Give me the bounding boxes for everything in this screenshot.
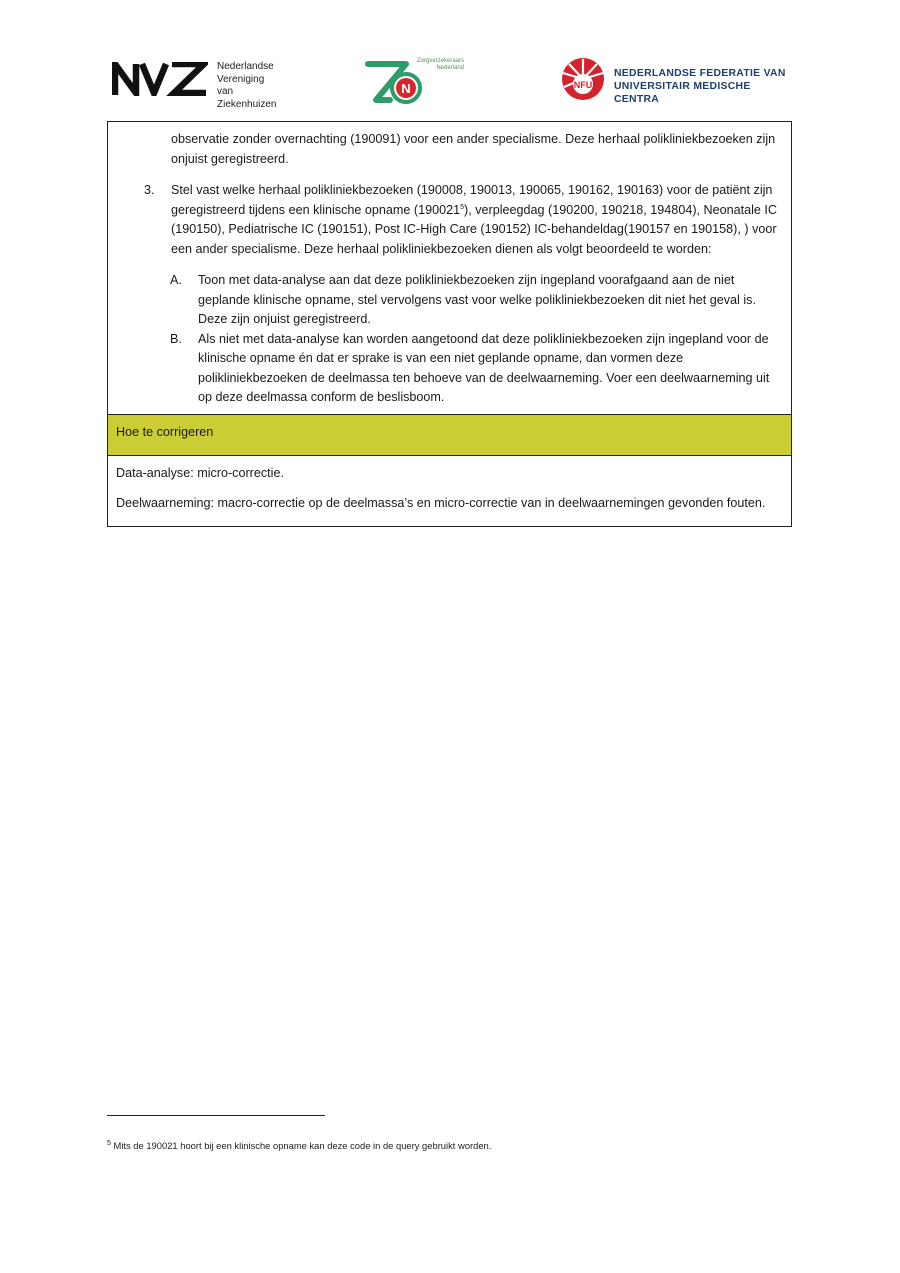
- footnote-mark: 5: [107, 1139, 111, 1147]
- correction-text: Deelwaarneming: macro-correctie op de deelmassa’s en micro-correctie van in deelwaarnemingen gevonden fouten.: [116, 496, 766, 510]
- correction-text: Data-analyse: micro-correctie.: [116, 465, 284, 480]
- steps-section: [108, 122, 791, 414]
- nvz-name-line: Vereniging van: [217, 73, 265, 97]
- zn-name-line: Zorgverzekeraars: [417, 58, 465, 64]
- substep-b: [108, 330, 781, 408]
- zn-logo: [362, 56, 482, 106]
- nfu-name-line: UNIVERSITAIR MEDISCHE CENTRA: [614, 81, 751, 105]
- zn-name-line: Nederland: [436, 65, 465, 71]
- nvz-logo: [112, 58, 282, 110]
- continuation-text: observatie zonder overnachting (190091) voor een ander specialisme. Deze herhaal polikliniekbezoeken zijn onjuist geregistreerd.: [171, 132, 776, 166]
- substep-text: Als niet met data-analyse kan worden aangetoond dat deze polikliniekbezoeken zijn ingepland voor de klinische opname én dat er sprake is van een niet geplande opname, dan vormen deze polikliniekbezoeken de deelmassa ten behoeve van de deelwaarneming. Voer een deelwaarneming uit op deze deelmassa conform de beslisboom.: [198, 331, 770, 404]
- footnote-separator: [107, 1115, 325, 1116]
- step-item: [108, 181, 781, 259]
- nvz-name-line: Nederlandse: [217, 61, 274, 72]
- nfu-name-line: NEDERLANDSE FEDERATIE VAN: [614, 68, 786, 79]
- zn-mark-letter: N: [401, 81, 411, 96]
- substep-a: [108, 271, 781, 330]
- step-number: 3.: [144, 183, 155, 197]
- section-heading: Hoe te corrigeren: [108, 414, 791, 456]
- step-text-after: ), verpleegdag (190200, 190218, 194804), Neonatale IC (190150), Pediatrische IC (190151), Post IC-High Care (190152) IC-behandeldag(190157 en 190158), ) voor een ander specialisme. Deze herhaal polikliniekbezoeken dienen als volgt beoordeeld te worden:: [171, 202, 778, 256]
- nvz-logo-mark: [112, 62, 208, 96]
- nfu-logo: [560, 56, 795, 105]
- footnote: [107, 1140, 491, 1152]
- substep-letter: A.: [170, 273, 182, 287]
- footnote-ref: 5: [460, 203, 465, 211]
- nvz-name: [217, 61, 282, 111]
- nvz-name-line: Ziekenhuizen: [217, 98, 277, 110]
- substep-text: Toon met data-analyse aan dat deze polikliniekbezoeken zijn ingepland voorafgaand aan de niet geplande klinische opname, stel vervolgens vast voor welke polikliniekbezoeken dit niet het geval is. Deze zijn onjuist geregistreerd.: [198, 273, 756, 326]
- zn-logo-mark: [364, 58, 428, 106]
- nfu-logo-mark: [560, 56, 608, 102]
- nfu-name: [614, 67, 795, 106]
- footnote-text: Mits de 190021 hoort bij een klinische opname kan deze code in de query gebruikt worden.: [113, 1140, 492, 1151]
- correction-section: [108, 456, 791, 526]
- substep-letter: B.: [170, 331, 182, 346]
- nfu-mark-letters: NFU: [573, 80, 593, 90]
- step-text-before: Stel vast welke herhaal polikliniekbezoeken (190008, 190013, 190065, 190162, 190163) voor de patiënt zijn geregistreerd tijdens een klinische opname (190021: [171, 183, 773, 217]
- content-table: [107, 121, 792, 527]
